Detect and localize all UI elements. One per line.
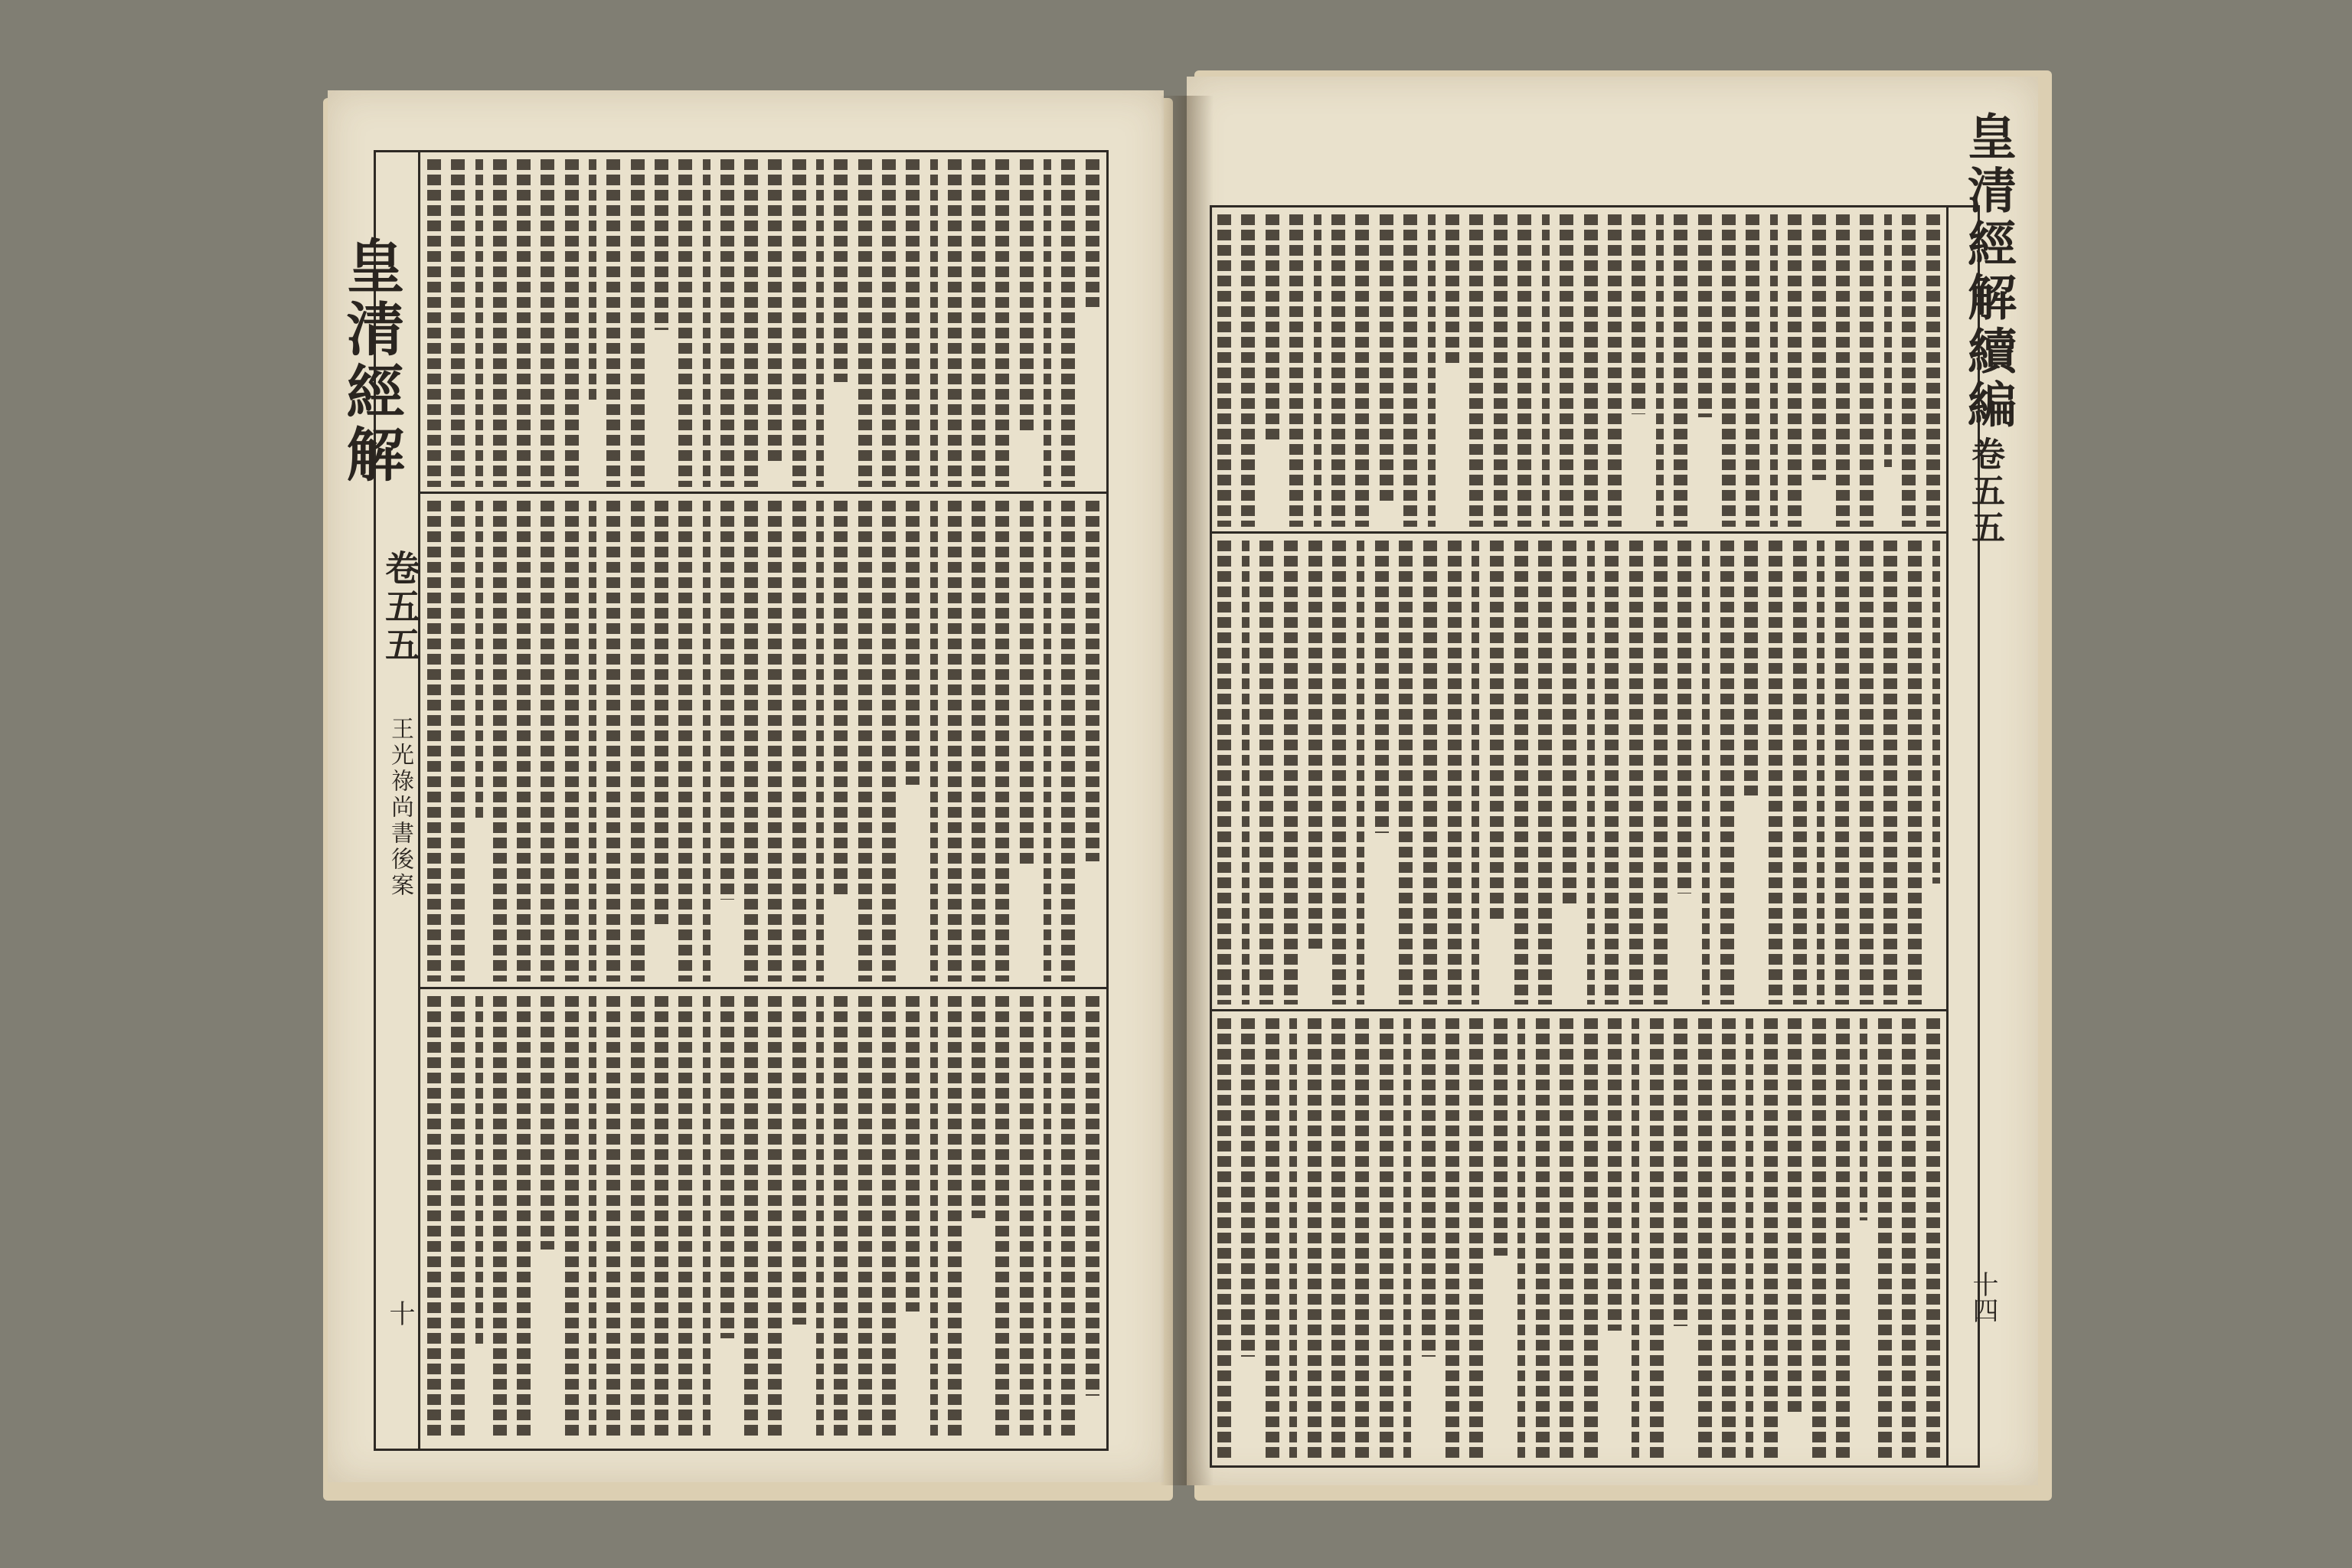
- left-text-register-middle: [427, 501, 1099, 982]
- left-page: [328, 90, 1164, 1482]
- right-spine-divider: [1946, 205, 1949, 1465]
- right-running-title: 皇清經解續編: [1959, 111, 2017, 433]
- left-folio: 十: [384, 1300, 415, 1326]
- right-volume-label: 卷五五: [1965, 436, 2004, 547]
- left-text-register-bottom: [427, 996, 1099, 1440]
- book-gutter: [1160, 96, 1214, 1485]
- right-text-register-bottom: [1217, 1018, 1940, 1458]
- left-running-title: 皇清經解: [337, 236, 405, 487]
- left-register-divider-2: [420, 987, 1106, 989]
- right-page: [1187, 77, 2038, 1485]
- left-spine-divider: [418, 150, 420, 1449]
- right-text-register-top: [1217, 214, 1940, 527]
- right-folio: 十四: [1968, 1271, 1998, 1323]
- right-register-divider-2: [1210, 1009, 1946, 1011]
- left-volume-label: 卷五五: [380, 550, 421, 665]
- left-author-line: 王光祿尚書後案: [387, 717, 413, 899]
- right-register-divider-1: [1210, 531, 1946, 534]
- left-text-register-top: [427, 159, 1099, 487]
- right-text-register-middle: [1217, 541, 1940, 1004]
- left-register-divider-1: [420, 492, 1106, 494]
